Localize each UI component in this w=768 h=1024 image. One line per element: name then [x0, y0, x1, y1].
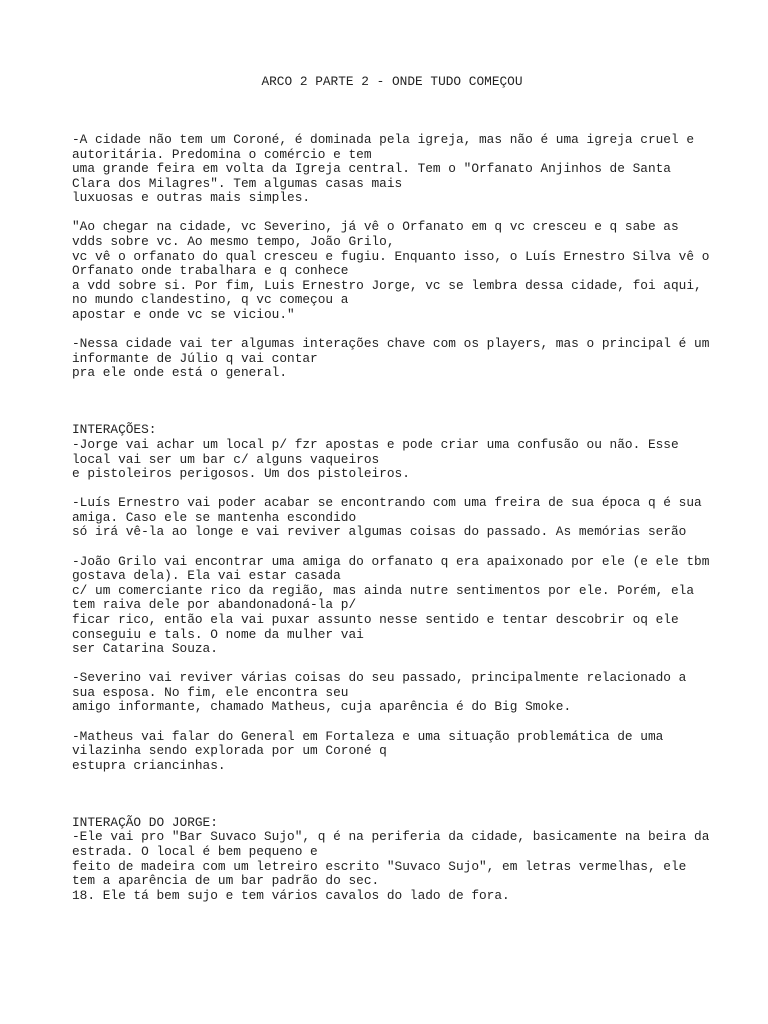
text-line: vdds sobre vc. Ao mesmo tempo, João Grilo, [72, 234, 395, 250]
text-line: luxuosas e outras mais simples. [72, 190, 311, 206]
text-line: ser Catarina Souza. [72, 641, 218, 657]
document-page [72, 74, 712, 918]
paragraph-key-interactions [72, 337, 712, 381]
text-line: -Luís Ernestro vai poder acabar se encontrando com uma freira de sua época q é sua [72, 495, 702, 511]
text-line: -A cidade não tem um Coroné, é dominada pela igreja, mas não é uma igreja cruel e [72, 132, 695, 147]
text-line: 18. Ele tá bem sujo e tem vários cavalos do lado de fora. [72, 887, 510, 903]
text-line: informante de Júlio q vai contar [72, 350, 318, 366]
intro-section [72, 133, 712, 381]
text-line: -Ele vai pro "Bar Suvaco Sujo", q é na periferia da cidade, basicamente na beira da [72, 829, 710, 845]
text-line: no mundo clandestino, q vc começou a [72, 292, 349, 308]
section-heading: INTERAÇÕES: [72, 422, 157, 438]
text-line: gostava dela). Ela vai estar casada [72, 568, 341, 584]
text-line: e pistoleiros perigosos. Um dos pistoleiros. [72, 466, 410, 482]
text-line: tem a aparência de um bar padrão do sec. [72, 873, 380, 889]
text-line: c/ um comerciante rico da região, mas ainda nutre sentimentos por ele. Porém, ela [72, 582, 695, 598]
section-spacer [72, 788, 712, 816]
text-line: só irá vê-la ao longe e vai reviver algumas coisas do passado. As memórias serão [72, 524, 687, 540]
text-line: feito de madeira com um letreiro escrito "Suvaco Sujo", em letras vermelhas, ele [72, 858, 687, 874]
text-line: amiga. Caso ele se mantenha escondido [72, 509, 357, 525]
text-line: conseguiu e tals. O nome da mulher vai [72, 626, 364, 642]
text-line: -Matheus vai falar do General em Fortaleza e uma situação problemática de uma [72, 728, 664, 744]
jorge-interaction-section [72, 816, 712, 904]
text-line: sua esposa. No fim, ele encontra seu [72, 684, 349, 700]
text-line: apostar e onde vc se viciou." [72, 307, 295, 323]
paragraph-bar-suvaco-sujo [72, 816, 712, 904]
text-line: estupra criancinhas. [72, 757, 226, 773]
text-line: -Nessa cidade vai ter algumas interações chave com os players, mas o principal é um [72, 336, 710, 352]
text-line: a vdd sobre si. Por fim, Luis Ernestro Jorge, vc se lembra dessa cidade, foi aqui, [72, 277, 702, 293]
paragraph-severino [72, 671, 712, 715]
paragraph-matheus [72, 730, 712, 774]
text-line: pra ele onde está o general. [72, 365, 288, 381]
paragraph-city-description [72, 133, 712, 206]
text-line: Orfanato onde trabalhara e q conhece [72, 263, 349, 279]
text-line: local vai ser um bar c/ alguns vaqueiros [72, 451, 380, 467]
text-line: -Severino vai reviver várias coisas do seu passado, principalmente relacionado a [72, 670, 687, 686]
section-heading: INTERAÇÃO DO JORGE: [72, 814, 218, 830]
text-line: amigo informante, chamado Matheus, cuja aparência é do Big Smoke. [72, 699, 572, 715]
text-line: autoritária. Predomina o comércio e tem [72, 146, 372, 162]
text-line: -João Grilo vai encontrar uma amiga do orfanato q era apaixonado por ele (e ele tbm [72, 553, 710, 569]
paragraph-arrival-quote [72, 220, 712, 322]
section-spacer [72, 395, 712, 423]
paragraph-jorge [72, 423, 712, 481]
text-line: tem raiva dele por abandonadoná-la p/ [72, 597, 357, 613]
document-title: ARCO 2 PARTE 2 - ONDE TUDO COMEÇOU [261, 74, 523, 89]
text-line: vilazinha sendo explorada por um Coroné q [72, 743, 387, 759]
paragraph-luis-ernestro [72, 496, 712, 540]
interactions-section [72, 423, 712, 773]
text-line: estrada. O local é bem pequeno e [72, 843, 318, 859]
text-line: uma grande feira em volta da Igreja central. Tem o "Orfanato Anjinhos de Santa [72, 161, 671, 177]
text-line: ficar rico, então ela vai puxar assunto nesse sentido e tentar descobrir oq ele [72, 611, 679, 627]
text-line: vc vê o orfanato do qual cresceu e fugiu. Enquanto isso, o Luís Ernestro Silva vê o [72, 248, 710, 264]
text-line: Clara dos Milagres". Tem algumas casas mais [72, 175, 403, 191]
paragraph-joao-grilo [72, 555, 712, 657]
text-line: -Jorge vai achar um local p/ fzr apostas e pode criar uma confusão ou não. Esse [72, 437, 679, 452]
text-line: "Ao chegar na cidade, vc Severino, já vê o Orfanato em q vc cresceu e q sabe as [72, 219, 679, 235]
